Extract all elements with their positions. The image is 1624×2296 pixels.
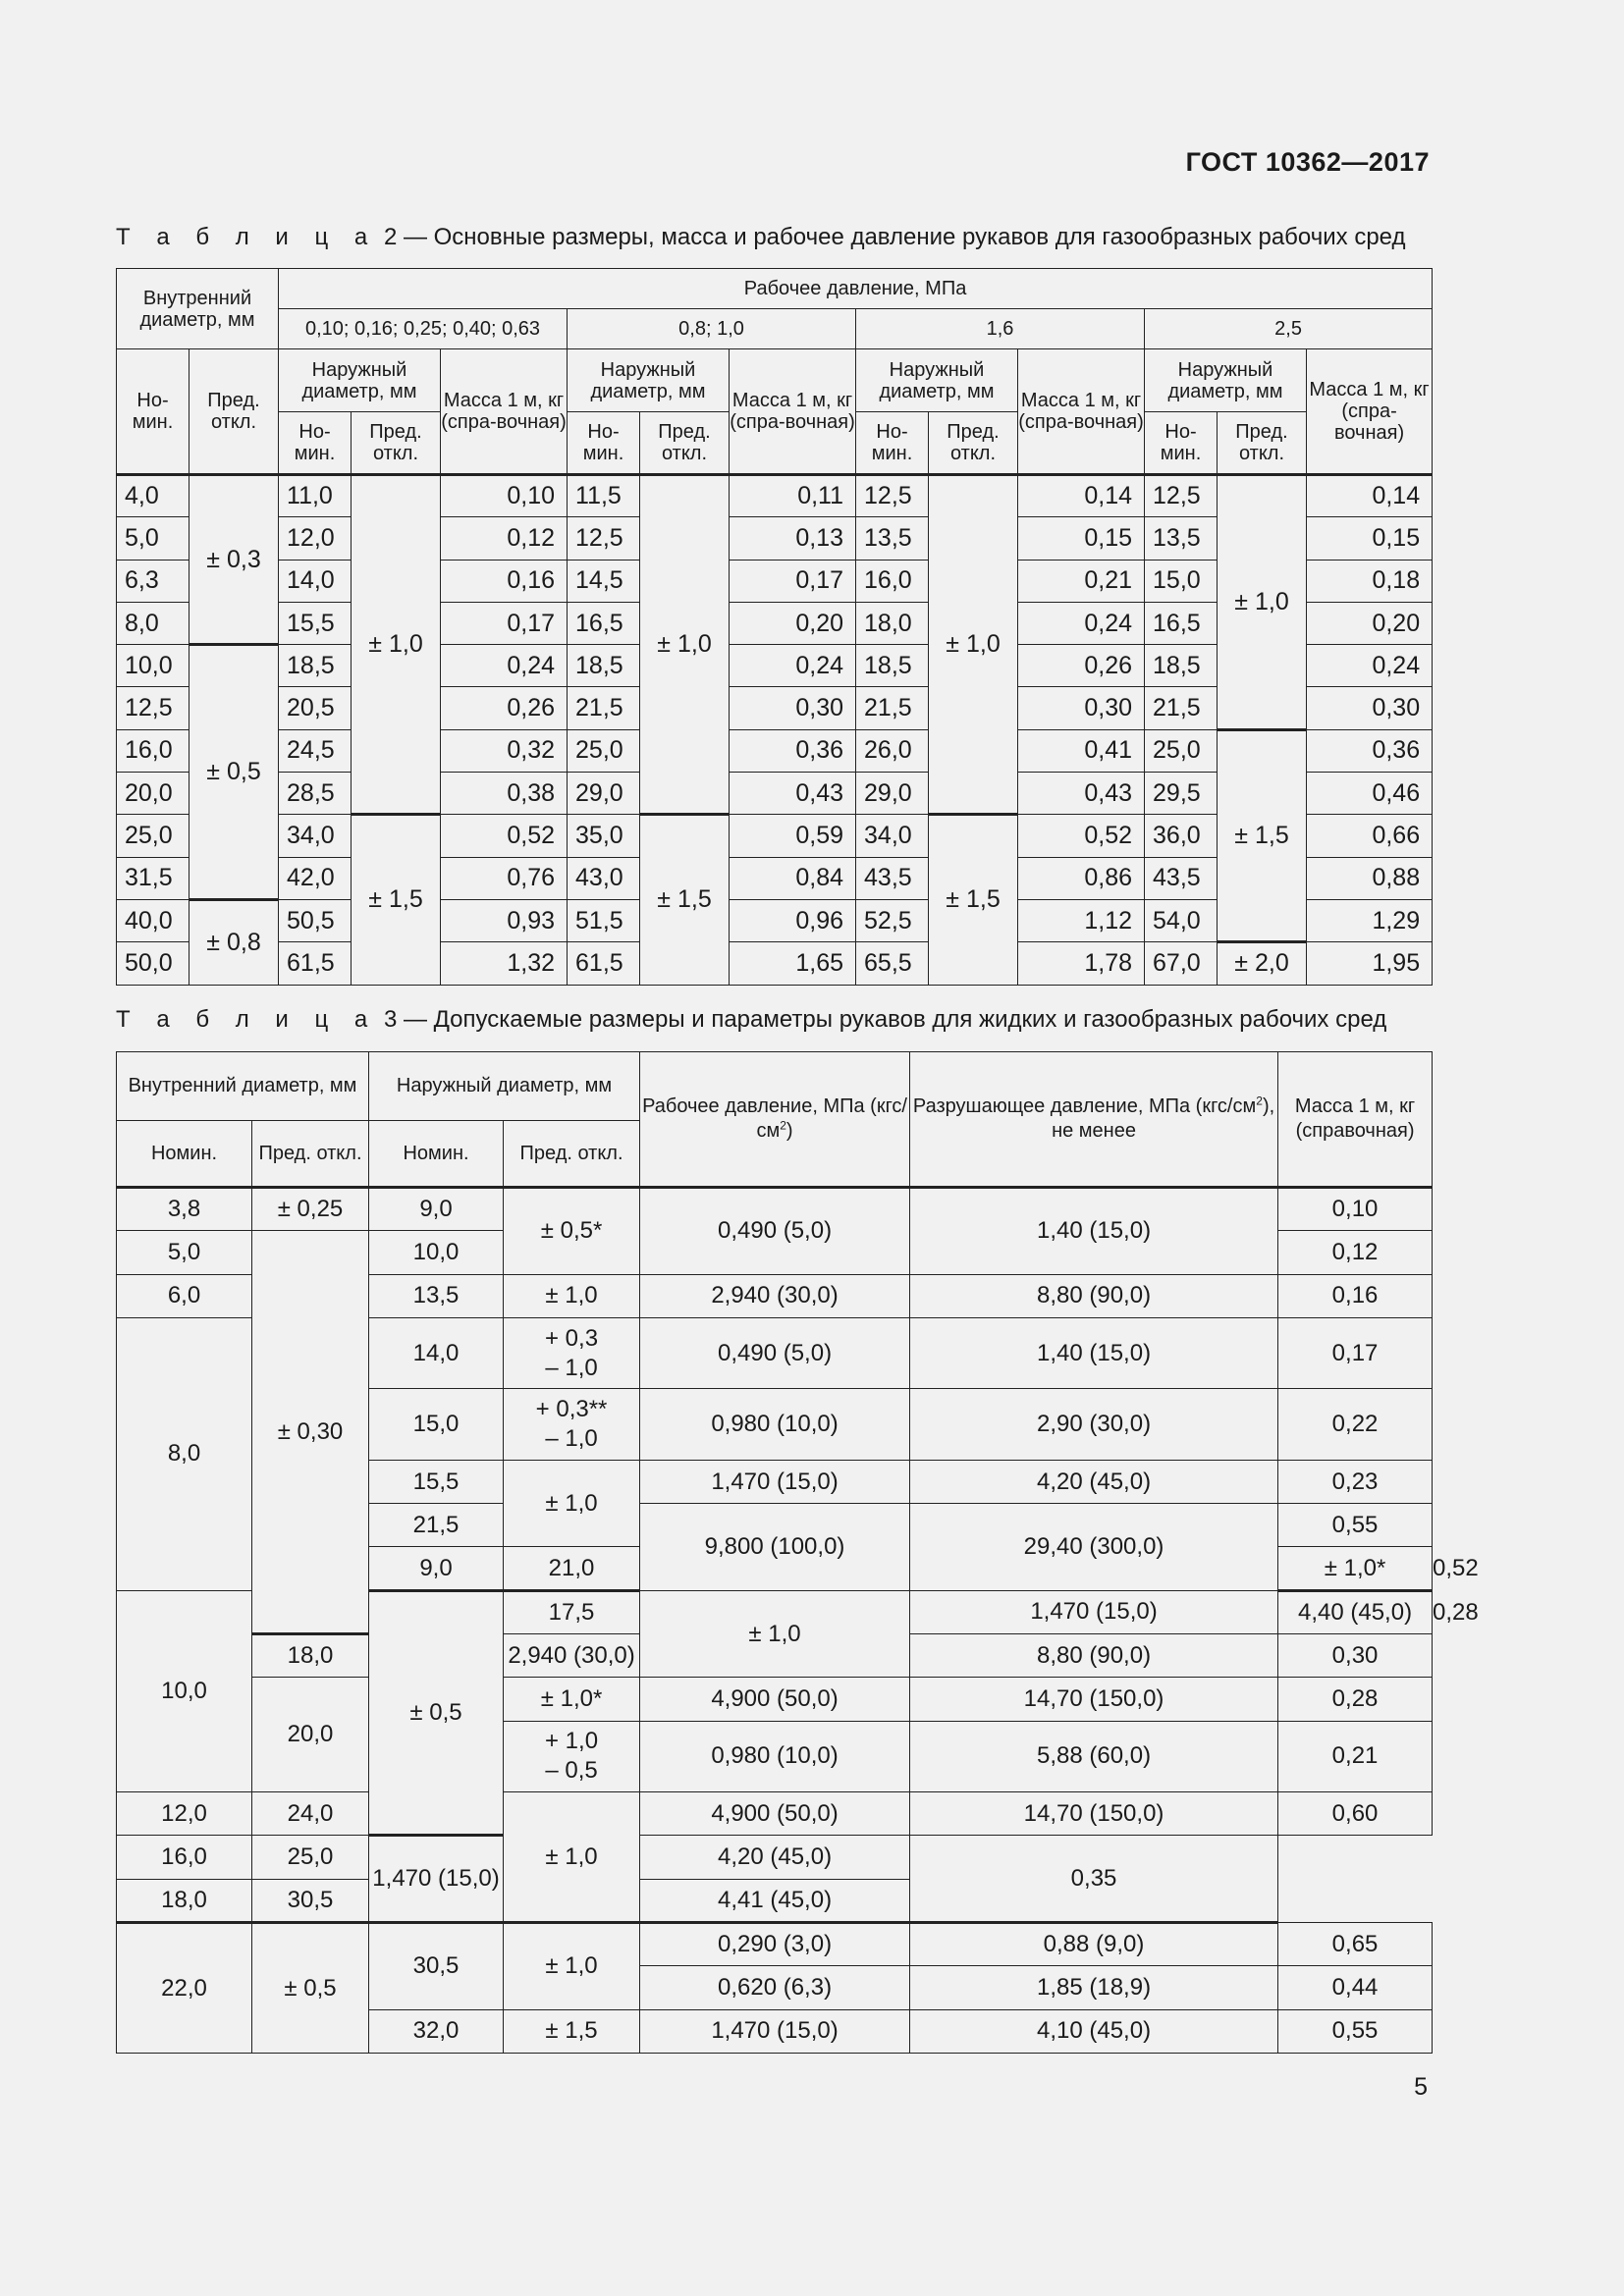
cell — [504, 1721, 640, 1792]
cell: 21,0 — [504, 1547, 640, 1590]
cell: 16,5 — [1145, 602, 1218, 644]
cell: 10,0 — [369, 1231, 504, 1274]
cell: ± 0,5 — [189, 645, 279, 900]
cell: 4,900 (50,0) — [640, 1678, 910, 1721]
header-mass: Масса 1 м, кг (спра-вочная) — [730, 349, 856, 475]
cell: 1,95 — [1307, 942, 1433, 985]
table-row — [117, 1836, 1433, 1879]
cell: 0,11 — [730, 475, 856, 517]
cell: 42,0 — [279, 857, 352, 899]
header-nominal: Но-мин. — [856, 412, 929, 475]
cell: 0,14 — [1307, 475, 1433, 517]
cell: 22,0 — [117, 1923, 252, 2054]
cell: 1,470 (15,0) — [640, 2009, 910, 2053]
cell: ± 1,5 — [1218, 729, 1307, 941]
cell: 0,620 (6,3) — [640, 1966, 910, 2009]
cell: 0,20 — [1307, 602, 1433, 644]
cell: ± 0,3 — [189, 475, 279, 645]
cell: ± 2,0 — [1218, 942, 1307, 985]
cell: 4,10 (45,0) — [910, 2009, 1278, 2053]
cell: 50,0 — [117, 942, 189, 985]
caption-prefix: Т а б л и ц а — [116, 1006, 378, 1033]
cell: ± 1,0 — [1218, 475, 1307, 730]
table3-caption — [116, 1006, 1386, 1034]
cell: 0,21 — [1278, 1721, 1433, 1792]
cell: 10,0 — [117, 1590, 252, 1791]
cell: 18,5 — [1145, 645, 1218, 687]
header-outer-diameter: Наружный диаметр, мм — [279, 349, 441, 412]
cell: 0,88 (9,0) — [910, 1923, 1278, 1966]
cell: 11,5 — [568, 475, 640, 517]
table3 — [116, 1051, 1479, 2054]
cell: 0,17 — [1278, 1317, 1433, 1389]
cell: 0,59 — [730, 815, 856, 857]
cell: 18,0 — [252, 1634, 369, 1678]
cell: 25,0 — [252, 1836, 369, 1879]
header-text: Разрушающее давление, МПа (кгс/см — [912, 1095, 1257, 1117]
cell: 0,44 — [1278, 1966, 1433, 2009]
header-pressure-group: 1,6 — [856, 309, 1145, 349]
cell: ± 0,8 — [189, 899, 279, 985]
cell: 12,5 — [568, 517, 640, 560]
header-pressure-group: 2,5 — [1145, 309, 1433, 349]
cell — [504, 1317, 640, 1389]
cell: 4,40 (45,0) — [1278, 1590, 1433, 1633]
cell: 0,66 — [1307, 815, 1433, 857]
header-outer-diameter: Наружный диаметр, мм — [568, 349, 730, 412]
cell: 0,26 — [1018, 645, 1145, 687]
cell: 1,12 — [1018, 899, 1145, 941]
cell: 17,5 — [504, 1590, 640, 1633]
caption-number: 3 — [383, 1006, 398, 1033]
header-nominal: Номин. — [369, 1121, 504, 1188]
cell: 21,5 — [856, 687, 929, 729]
superscript: 2 — [780, 1118, 786, 1133]
cell: 0,52 — [441, 815, 568, 857]
cell: 1,40 (15,0) — [910, 1317, 1278, 1389]
cell: 4,0 — [117, 475, 189, 517]
cell: 43,0 — [568, 857, 640, 899]
cell: ± 1,5 — [352, 815, 441, 985]
cell: 52,5 — [856, 899, 929, 941]
cell: 29,5 — [1145, 773, 1218, 815]
header-inner-tolerance: Пред. откл. — [189, 349, 279, 475]
cell: 0,16 — [1278, 1274, 1433, 1317]
cell: 12,0 — [117, 1792, 252, 1836]
cell: 18,5 — [279, 645, 352, 687]
cell: 0,16 — [441, 560, 568, 602]
caption-text: — Основные размеры, масса и рабочее давление рукавов для газообразных рабочих сред — [403, 224, 1406, 250]
cell: 14,70 (150,0) — [910, 1792, 1278, 1836]
cell: 0,86 — [1018, 857, 1145, 899]
header-tolerance: Пред. откл. — [252, 1121, 369, 1188]
cell: 0,46 — [1307, 773, 1433, 815]
cell: ± 1,0 — [504, 1923, 640, 2010]
cell: 0,65 — [1278, 1923, 1433, 1966]
header-pressure-group: 0,8; 1,0 — [568, 309, 856, 349]
cell: 0,60 — [1278, 1792, 1433, 1836]
header-mass: Масса 1 м, кг (спра-вочная) — [441, 349, 568, 475]
header-mass: Масса 1 м, кг (спра-вочная) — [1307, 349, 1433, 475]
table-row: 9,0 21,0 ± 1,0* 0,52 — [117, 1547, 1433, 1590]
table-row — [117, 1923, 1433, 1966]
cell: 15,0 — [369, 1389, 504, 1461]
cell: 67,0 — [1145, 942, 1218, 985]
cell: 0,490 (5,0) — [640, 1317, 910, 1389]
cell: 0,24 — [441, 645, 568, 687]
header-tolerance: Пред. откл. — [352, 412, 441, 475]
tol-plus: + 0,3** — [535, 1396, 608, 1423]
cell: 16,0 — [856, 560, 929, 602]
cell: ± 1,0 — [929, 475, 1018, 815]
cell: 12,5 — [1145, 475, 1218, 517]
cell: 0,21 — [1018, 560, 1145, 602]
cell: 0,28 — [1278, 1678, 1433, 1721]
cell: 0,15 — [1307, 517, 1433, 560]
cell: 15,5 — [279, 602, 352, 644]
table2-caption — [116, 224, 1406, 251]
document-code: ГОСТ 10362—2017 — [1185, 147, 1430, 177]
cell: 0,76 — [441, 857, 568, 899]
cell: 0,35 — [910, 1836, 1278, 1923]
header-nominal: Но-мин. — [279, 412, 352, 475]
cell: 1,40 (15,0) — [910, 1188, 1278, 1275]
cell: ± 0,30 — [252, 1231, 369, 1634]
tol-plus: + 0,3 — [545, 1324, 599, 1352]
cell: 1,65 — [730, 942, 856, 985]
cell: 0,30 — [730, 687, 856, 729]
cell: ± 1,5 — [640, 815, 730, 985]
cell: 61,5 — [279, 942, 352, 985]
cell: 0,17 — [441, 602, 568, 644]
header-text: ), не менее — [1052, 1095, 1275, 1142]
cell: ± 1,0 — [640, 475, 730, 815]
header-nominal: Но-мин. — [568, 412, 640, 475]
cell: 0,24 — [1307, 645, 1433, 687]
tol-plus: + 1,0 — [545, 1728, 599, 1755]
cell: 32,0 — [369, 2009, 504, 2053]
cell: 0,980 (10,0) — [640, 1721, 910, 1792]
cell: 0,84 — [730, 857, 856, 899]
cell: 6,0 — [117, 1274, 252, 1317]
cell: 29,40 (300,0) — [910, 1504, 1278, 1591]
cell: 16,0 — [117, 729, 189, 772]
cell: 0,30 — [1278, 1634, 1433, 1678]
header-tolerance: Пред. откл. — [640, 412, 730, 475]
cell: 30,5 — [369, 1923, 504, 2010]
cell: 0,13 — [730, 517, 856, 560]
table-row — [117, 1678, 1433, 1721]
tol-minus: – 0,5 — [545, 1757, 598, 1785]
cell: 3,8 — [117, 1188, 252, 1231]
cell: 43,5 — [1145, 857, 1218, 899]
cell: 34,0 — [279, 815, 352, 857]
cell: 13,5 — [369, 1274, 504, 1317]
cell: 0,12 — [441, 517, 568, 560]
cell: ± 1,0* — [504, 1678, 640, 1721]
cell: 13,5 — [1145, 517, 1218, 560]
cell: 15,0 — [1145, 560, 1218, 602]
cell: 36,0 — [1145, 815, 1218, 857]
header-inner-diameter: Внутренний диаметр, мм — [117, 269, 279, 349]
cell: 14,0 — [279, 560, 352, 602]
header-nominal: Но-мин. — [1145, 412, 1218, 475]
cell: 35,0 — [568, 815, 640, 857]
cell: 18,0 — [856, 602, 929, 644]
cell: 0,24 — [730, 645, 856, 687]
cell: 5,0 — [117, 1231, 252, 1274]
table-row: 10,0 ± 0,5 17,5 ± 1,0 1,470 (15,0) 4,40 (45,0) 0,28 — [117, 1590, 1433, 1633]
page-number: 5 — [1414, 2073, 1428, 2101]
cell: 1,470 (15,0) — [640, 1460, 910, 1503]
cell: 0,41 — [1018, 729, 1145, 772]
caption-prefix: Т а б л и ц а — [116, 224, 378, 250]
cell: 0,23 — [1278, 1460, 1433, 1503]
cell: 50,5 — [279, 899, 352, 941]
cell: 21,5 — [369, 1504, 504, 1547]
cell: 14,70 (150,0) — [910, 1678, 1278, 1721]
cell: 25,0 — [117, 815, 189, 857]
header-tolerance: Пред. откл. — [1218, 412, 1307, 475]
cell: 1,78 — [1018, 942, 1145, 985]
header-mass: Масса 1 м, кг (спра-вочная) — [1018, 349, 1145, 475]
cell: 1,470 (15,0) — [910, 1590, 1278, 1633]
superscript: 2 — [1256, 1094, 1263, 1108]
cell: ± 0,5 — [369, 1590, 504, 1836]
cell: 13,5 — [856, 517, 929, 560]
cell: 0,52 — [1018, 815, 1145, 857]
cell: 12,5 — [117, 687, 189, 729]
cell: 20,5 — [279, 687, 352, 729]
cell: 0,290 (3,0) — [640, 1923, 910, 1966]
cell: 0,93 — [441, 899, 568, 941]
cell: 0,43 — [730, 773, 856, 815]
cell: ± 0,5 — [252, 1923, 369, 2054]
cell: 20,0 — [252, 1678, 369, 1792]
cell: 0,30 — [1018, 687, 1145, 729]
cell: 0,26 — [441, 687, 568, 729]
cell: 24,5 — [279, 729, 352, 772]
header-nominal: Номин. — [117, 1121, 252, 1188]
cell: 0,22 — [1278, 1389, 1433, 1461]
cell: 21,5 — [1145, 687, 1218, 729]
cell: 31,5 — [117, 857, 189, 899]
cell: 21,5 — [568, 687, 640, 729]
table-row — [117, 1188, 1433, 1231]
cell: 0,18 — [1307, 560, 1433, 602]
cell: 28,5 — [279, 773, 352, 815]
cell: 51,5 — [568, 899, 640, 941]
header-working-pressure: Рабочее давление, МПа — [279, 269, 1433, 309]
cell: 25,0 — [568, 729, 640, 772]
table-row — [117, 1792, 1433, 1836]
header-outer-diameter: Наружный диаметр, мм — [369, 1052, 640, 1121]
cell: 12,0 — [279, 517, 352, 560]
cell: 0,490 (5,0) — [640, 1188, 910, 1275]
cell: 0,88 — [1307, 857, 1433, 899]
cell: 0,36 — [1307, 729, 1433, 772]
cell: 2,90 (30,0) — [910, 1389, 1278, 1461]
tol-minus: – 1,0 — [545, 1425, 598, 1453]
header-burst-pressure — [910, 1052, 1278, 1188]
cell: 29,0 — [568, 773, 640, 815]
cell: 12,5 — [856, 475, 929, 517]
cell: 0,10 — [441, 475, 568, 517]
cell: 34,0 — [856, 815, 929, 857]
header-outer-diameter: Наружный диаметр, мм — [856, 349, 1018, 412]
header-inner-diameter: Внутренний диаметр, мм — [117, 1052, 369, 1121]
cell: ± 1,0* — [1278, 1547, 1433, 1590]
cell: 0,20 — [730, 602, 856, 644]
cell: 11,0 — [279, 475, 352, 517]
caption-number: 2 — [383, 224, 398, 250]
cell: 2,940 (30,0) — [504, 1634, 640, 1678]
header-text: Рабочее давление, МПа (кгс/см — [642, 1095, 907, 1142]
cell: 8,0 — [117, 1317, 252, 1590]
cell: 8,80 (90,0) — [910, 1634, 1278, 1678]
header-working-pressure — [640, 1052, 910, 1188]
cell: 16,0 — [117, 1836, 252, 1879]
cell: ± 0,5* — [504, 1188, 640, 1275]
cell: ± 1,0 — [504, 1274, 640, 1317]
cell: ± 1,5 — [929, 815, 1018, 985]
cell: 0,12 — [1278, 1231, 1433, 1274]
cell: 5,0 — [117, 517, 189, 560]
cell: 1,32 — [441, 942, 568, 985]
cell: 18,5 — [856, 645, 929, 687]
cell: 54,0 — [1145, 899, 1218, 941]
cell: 0,10 — [1278, 1188, 1433, 1231]
cell: 1,470 (15,0) — [369, 1836, 504, 1923]
cell: 15,5 — [369, 1460, 504, 1503]
cell: 0,36 — [730, 729, 856, 772]
cell: 0,980 (10,0) — [640, 1389, 910, 1461]
cell: 0,14 — [1018, 475, 1145, 517]
tol-minus: – 1,0 — [545, 1354, 598, 1381]
table2 — [116, 268, 1433, 986]
cell: ± 1,5 — [504, 2009, 640, 2053]
cell: 43,5 — [856, 857, 929, 899]
cell: ± 1,0 — [504, 1792, 640, 1923]
cell: 0,24 — [1018, 602, 1145, 644]
cell: 4,20 (45,0) — [910, 1460, 1278, 1503]
header-mass: Масса 1 м, кг (справочная) — [1278, 1052, 1433, 1188]
cell: 4,41 (45,0) — [640, 1879, 910, 1922]
cell: 30,5 — [252, 1879, 369, 1922]
header-tolerance: Пред. откл. — [504, 1121, 640, 1188]
cell: 9,0 — [369, 1547, 504, 1590]
cell: 29,0 — [856, 773, 929, 815]
cell: 5,88 (60,0) — [910, 1721, 1278, 1792]
cell: 9,0 — [369, 1188, 504, 1231]
cell: 25,0 — [1145, 729, 1218, 772]
table-row — [117, 729, 1433, 772]
header-pressure-group: 0,10; 0,16; 0,25; 0,40; 0,63 — [279, 309, 568, 349]
cell: 8,80 (90,0) — [910, 1274, 1278, 1317]
cell: 40,0 — [117, 899, 189, 941]
header-tolerance: Пред. откл. — [929, 412, 1018, 475]
cell: ± 1,0 — [640, 1590, 910, 1678]
cell: 2,940 (30,0) — [640, 1274, 910, 1317]
cell: 0,17 — [730, 560, 856, 602]
cell: ± 1,0 — [504, 1460, 640, 1547]
table-row — [117, 942, 1433, 985]
cell: 24,0 — [252, 1792, 369, 1836]
cell: 0,43 — [1018, 773, 1145, 815]
cell: ± 1,0 — [352, 475, 441, 815]
cell: 0,96 — [730, 899, 856, 941]
cell: 4,20 (45,0) — [640, 1836, 910, 1879]
cell: 0,38 — [441, 773, 568, 815]
cell: ± 0,25 — [252, 1188, 369, 1231]
caption-text: — Допускаемые размеры и параметры рукавов для жидких и газообразных рабочих сред — [403, 1006, 1387, 1033]
cell: 18,5 — [568, 645, 640, 687]
cell: 8,0 — [117, 602, 189, 644]
header-outer-diameter: Наружный диаметр, мм — [1145, 349, 1307, 412]
header-inner-nominal: Но-мин. — [117, 349, 189, 475]
cell: 14,5 — [568, 560, 640, 602]
cell: 18,0 — [117, 1879, 252, 1922]
cell: 9,800 (100,0) — [640, 1504, 910, 1591]
cell: 20,0 — [117, 773, 189, 815]
cell: 4,900 (50,0) — [640, 1792, 910, 1836]
cell — [504, 1389, 640, 1461]
table-row — [117, 475, 1433, 517]
cell: 0,32 — [441, 729, 568, 772]
cell: 10,0 — [117, 645, 189, 687]
cell: 0,55 — [1278, 1504, 1433, 1547]
header-text: ) — [785, 1120, 793, 1142]
cell: 26,0 — [856, 729, 929, 772]
cell: 6,3 — [117, 560, 189, 602]
cell: 65,5 — [856, 942, 929, 985]
cell: 0,55 — [1278, 2009, 1433, 2053]
cell: 0,15 — [1018, 517, 1145, 560]
cell: 14,0 — [369, 1317, 504, 1389]
cell: 1,85 (18,9) — [910, 1966, 1278, 2009]
cell: 61,5 — [568, 942, 640, 985]
cell: 0,30 — [1307, 687, 1433, 729]
cell: 16,5 — [568, 602, 640, 644]
cell: 1,29 — [1307, 899, 1433, 941]
